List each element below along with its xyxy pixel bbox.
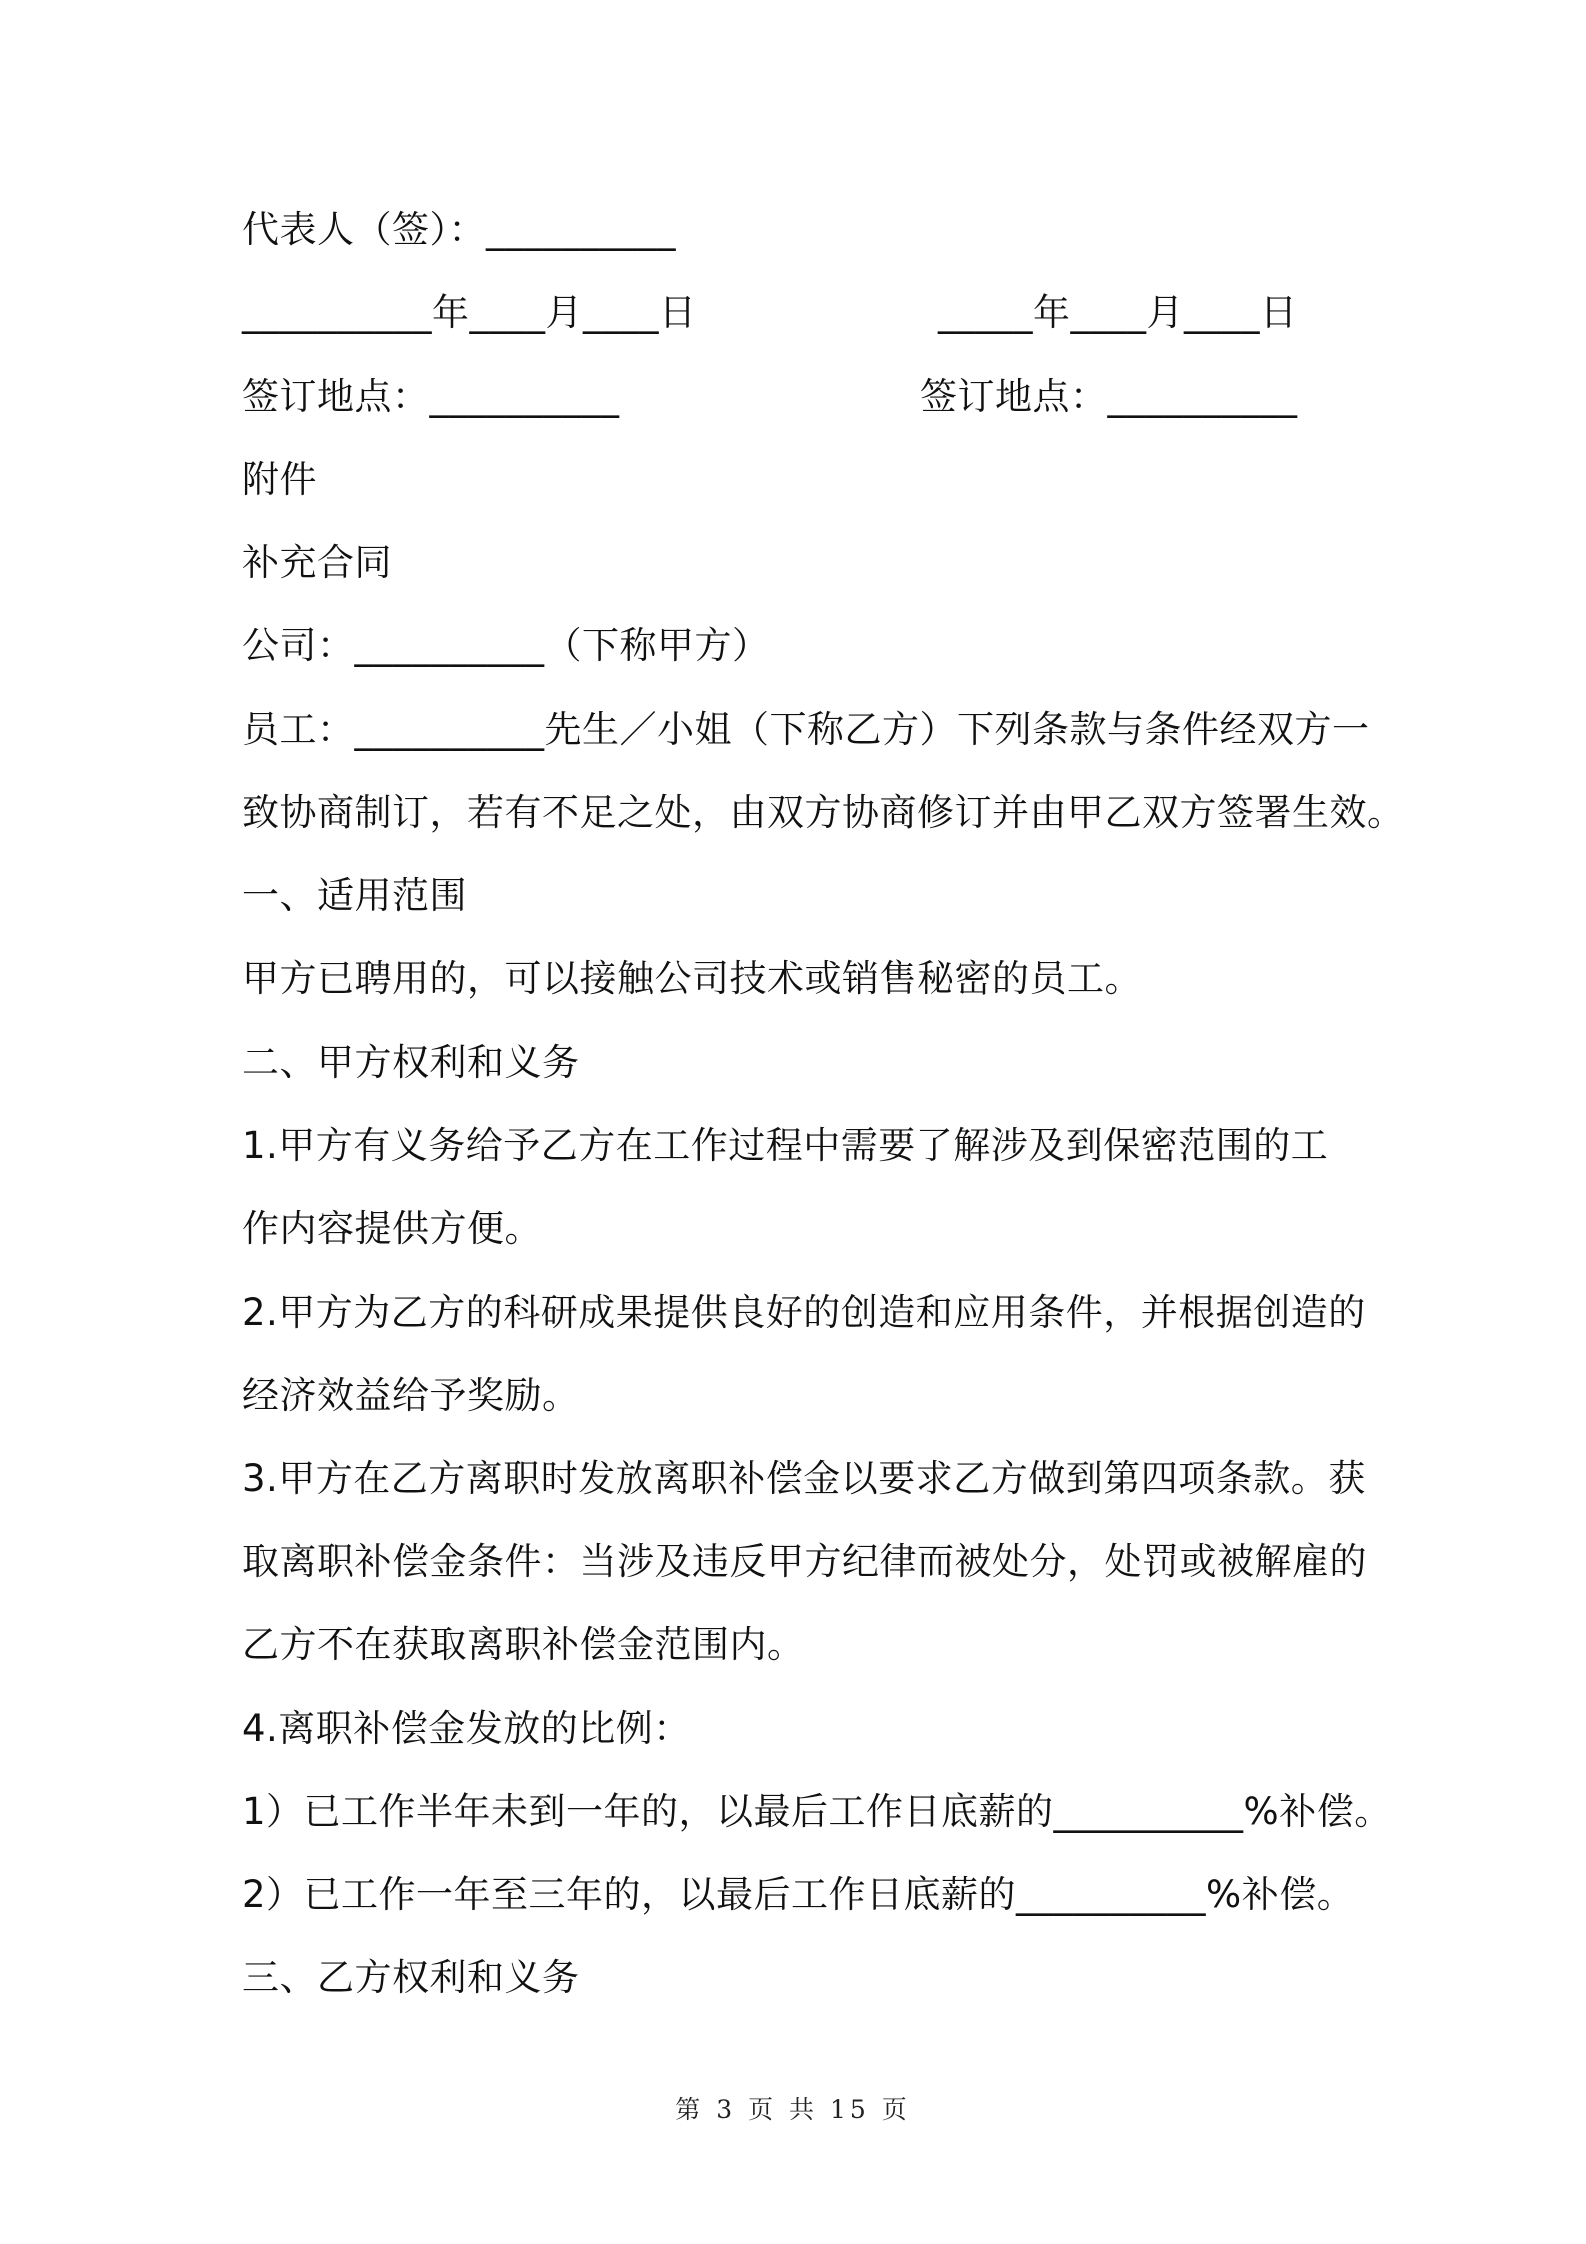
item-1-line-2: 作内容提供方便。 — [242, 1207, 542, 1250]
representative-signature-line: 代表人（签）：__________ — [242, 208, 676, 251]
item-4-heading: 4.离职补偿金发放的比例： — [242, 1707, 691, 1750]
attachment-heading: 附件 — [242, 458, 317, 501]
employee-line-1: 员工：__________先生／小姐（下称乙方）下列条款与条件经双方一 — [242, 708, 1370, 751]
item-1-line-1: 1.甲方有义务给予乙方在工作过程中需要了解涉及到保密范围的工 — [242, 1124, 1329, 1167]
section-1-title: 一、适用范围 — [242, 874, 467, 917]
section-2-title: 二、甲方权利和义务 — [242, 1041, 580, 1084]
item-3-line-3: 乙方不在获取离职补偿金范围内。 — [242, 1623, 805, 1666]
item-2-line-1: 2.甲方为乙方的科研成果提供良好的创造和应用条件，并根据创造的 — [242, 1291, 1366, 1334]
item-3-line-2: 取离职补偿金条件：当涉及违反甲方纪律而被处分，处罚或被解雇的 — [242, 1540, 1367, 1583]
item-3-line-1: 3.甲方在乙方离职时发放离职补偿金以要求乙方做到第四项条款。获 — [242, 1457, 1366, 1500]
supplement-contract-title: 补充合同 — [242, 541, 392, 584]
employee-line-2: 致协商制订，若有不足之处，由双方协商修订并由甲乙双方签署生效。 — [242, 791, 1405, 834]
signing-place-left: 签订地点：__________ — [242, 375, 620, 418]
page-number-footer: 第 3 页 共 15 页 — [675, 2095, 911, 2124]
section-3-title: 三、乙方权利和义务 — [242, 1956, 580, 1999]
ratio-item-2: 2）已工作一年至三年的，以最后工作日底薪的__________%补偿。 — [242, 1873, 1355, 1916]
date-line-left: __________年____月____日 — [242, 291, 697, 334]
date-line-right: _____年____月____日 — [938, 291, 1298, 334]
section-1-body: 甲方已聘用的，可以接触公司技术或销售秘密的员工。 — [242, 957, 1142, 1000]
company-line: 公司：__________（下称甲方） — [242, 624, 770, 667]
signing-place-right: 签订地点：__________ — [920, 375, 1298, 418]
item-2-line-2: 经济效益给予奖励。 — [242, 1374, 580, 1417]
ratio-item-1: 1）已工作半年未到一年的，以最后工作日底薪的__________%补偿。 — [242, 1790, 1392, 1833]
